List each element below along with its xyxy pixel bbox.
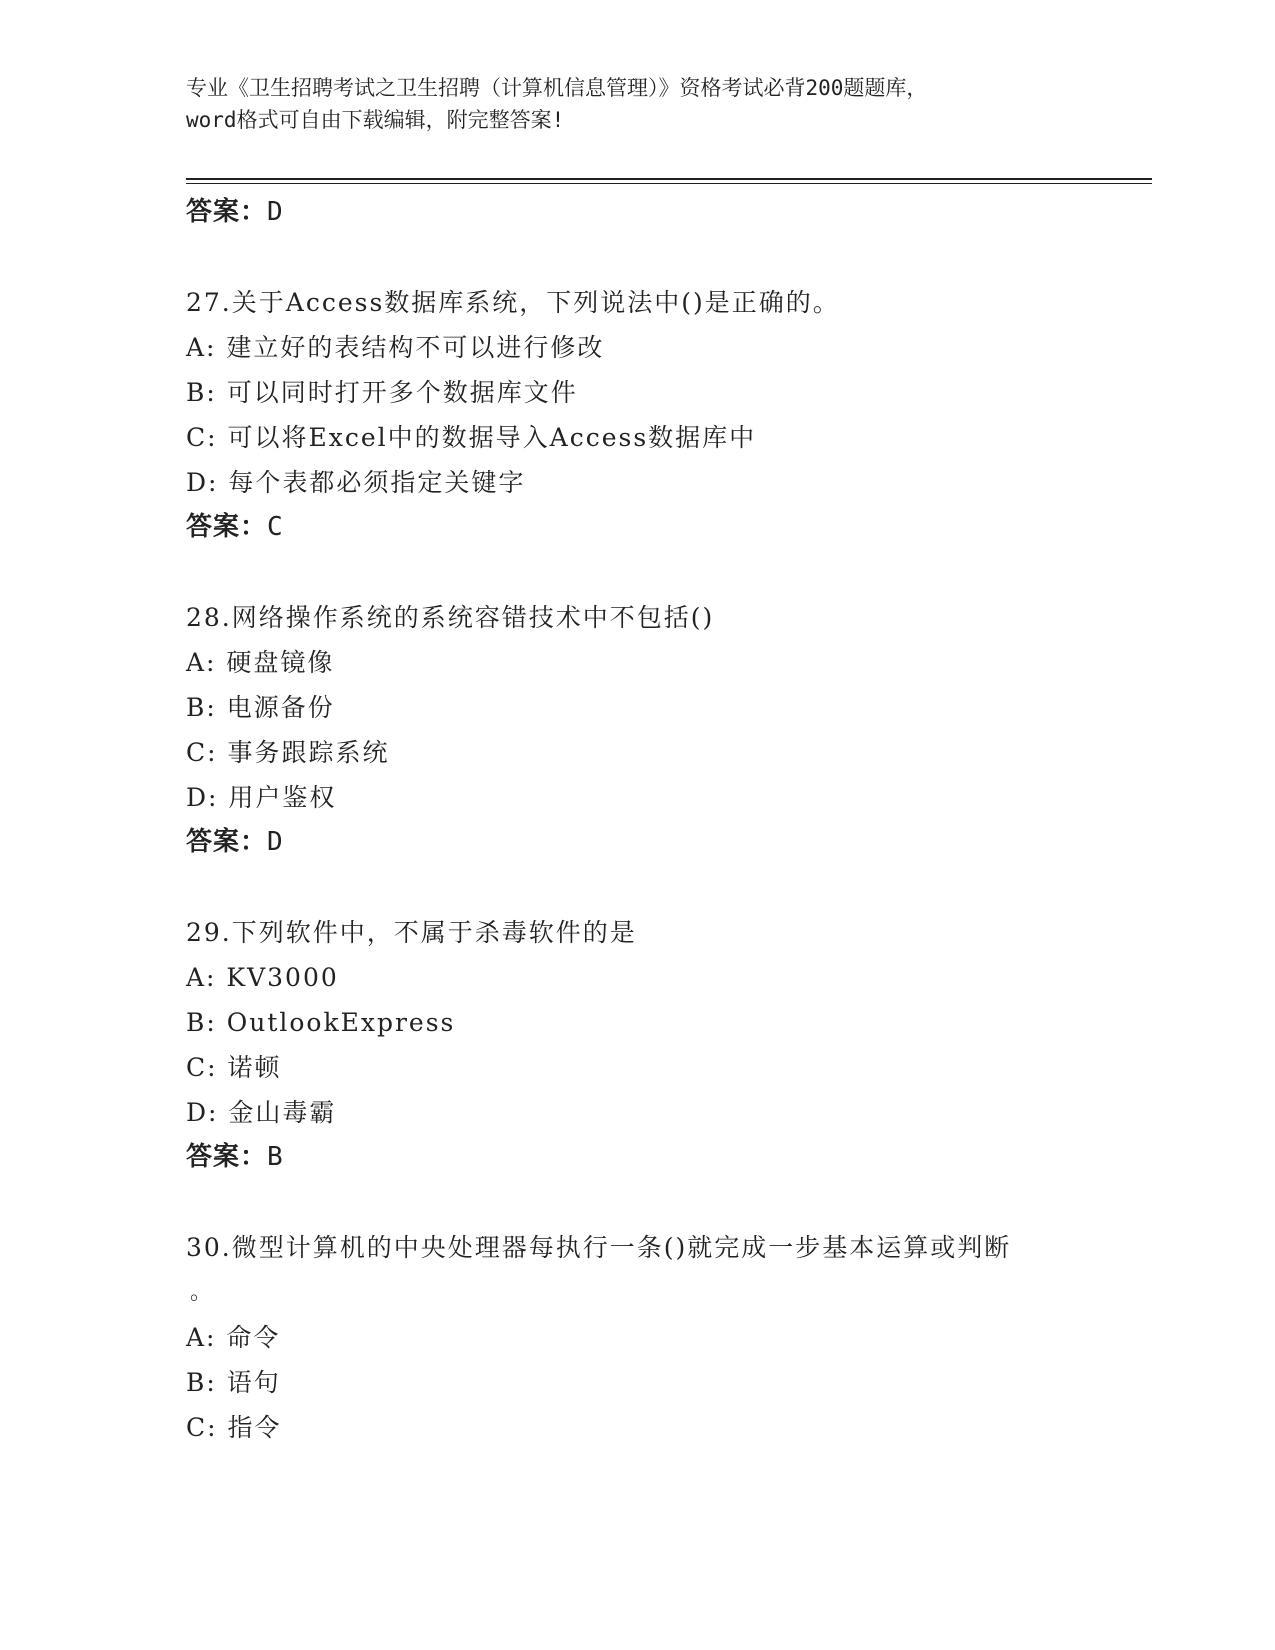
answer-line bbox=[186, 190, 1146, 235]
spacer bbox=[186, 235, 1146, 280]
question-stem-continuation: 。 bbox=[190, 1280, 213, 1305]
spacer bbox=[186, 865, 1146, 910]
option-b: B: 电源备份 bbox=[186, 693, 335, 722]
option-c: C: 指令 bbox=[186, 1413, 282, 1442]
spacer bbox=[186, 1180, 1146, 1225]
option-a: A: 硬盘镜像 bbox=[186, 648, 335, 677]
answer-line bbox=[186, 820, 1146, 865]
answer-value: D bbox=[267, 197, 284, 227]
option-d: D: 金山毒霸 bbox=[186, 1098, 337, 1127]
option-d: D: 每个表都必须指定关键字 bbox=[186, 468, 526, 497]
option-d: D: 用户鉴权 bbox=[186, 783, 337, 812]
option-c: C: 事务跟踪系统 bbox=[186, 738, 390, 767]
answer-value: D bbox=[267, 827, 284, 857]
question-stem: 29.下列软件中，不属于杀毒软件的是 bbox=[186, 918, 637, 947]
question-block bbox=[186, 280, 1146, 550]
answer-value: C bbox=[267, 512, 284, 542]
question-block bbox=[186, 595, 1146, 865]
question-stem: 27.关于Access数据库系统，下列说法中()是正确的。 bbox=[186, 288, 840, 317]
question-block bbox=[186, 910, 1146, 1180]
answer-label: 答案： bbox=[186, 827, 268, 857]
question-stem: 28.网络操作系统的系统容错技术中不包括() bbox=[186, 603, 715, 632]
option-b: B: 语句 bbox=[186, 1368, 281, 1397]
option-b: B: OutlookExpress bbox=[186, 1008, 456, 1037]
question-stem: 30.微型计算机的中央处理器每执行一条()就完成一步基本运算或判断 bbox=[186, 1233, 1012, 1262]
question-block bbox=[186, 1225, 1146, 1450]
answer-label: 答案： bbox=[186, 512, 268, 542]
option-a: A: 建立好的表结构不可以进行修改 bbox=[186, 333, 605, 362]
header-line-1: 专业《卫生招聘考试之卫生招聘（计算机信息管理）》资格考试必背200题题库， bbox=[186, 76, 928, 100]
answer-line bbox=[186, 1135, 1146, 1180]
option-a: A: 命令 bbox=[186, 1323, 281, 1352]
option-b: B: 可以同时打开多个数据库文件 bbox=[186, 378, 578, 407]
option-c: C: 可以将Excel中的数据导入Access数据库中 bbox=[186, 423, 757, 452]
option-a: A: KV3000 bbox=[186, 963, 339, 992]
answer-label: 答案： bbox=[186, 197, 268, 227]
header-line-2: word格式可自由下载编辑，附完整答案! bbox=[186, 108, 565, 132]
answer-label: 答案： bbox=[186, 1142, 268, 1172]
answer-line bbox=[186, 505, 1146, 550]
option-c: C: 诺顿 bbox=[186, 1053, 282, 1082]
header-rule-thin bbox=[186, 183, 1152, 184]
spacer bbox=[186, 550, 1146, 595]
question-list bbox=[186, 190, 1146, 1450]
document-header bbox=[186, 72, 1086, 136]
answer-value: B bbox=[267, 1142, 284, 1172]
header-rule bbox=[186, 178, 1152, 180]
